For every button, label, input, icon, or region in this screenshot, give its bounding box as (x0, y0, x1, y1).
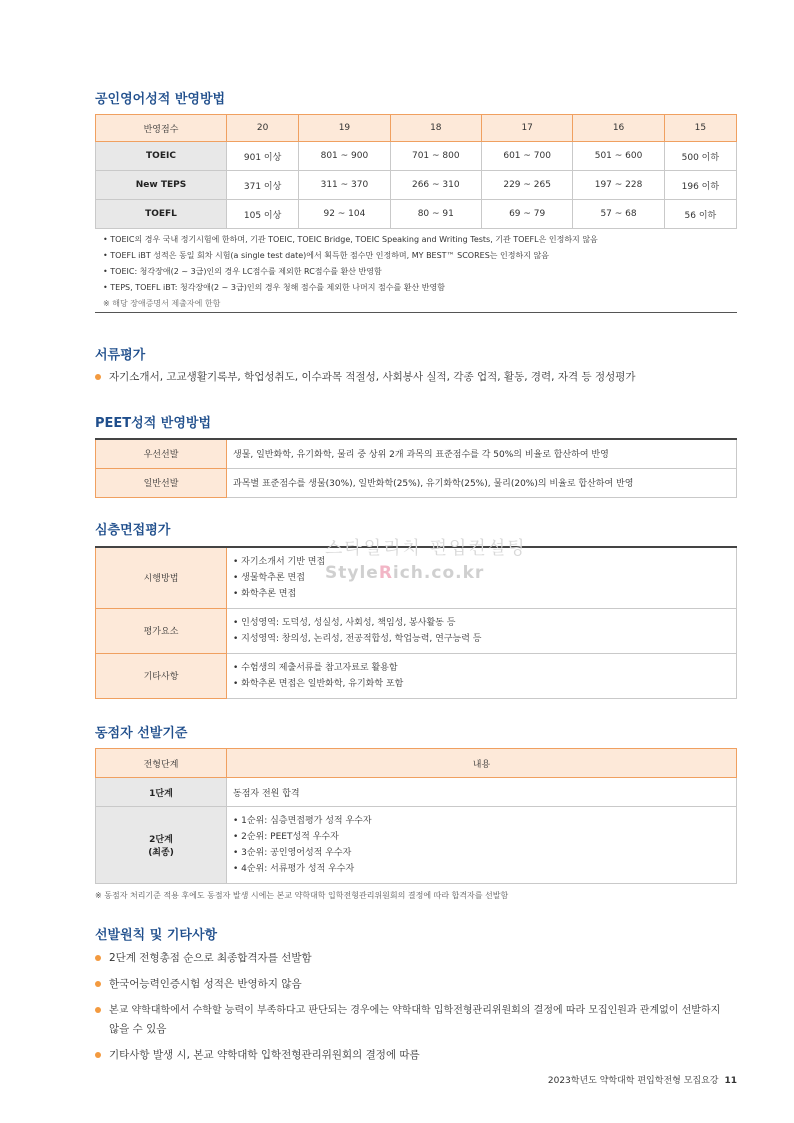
watermark-line-1: 스타일리치 편입컨설팅 (325, 538, 527, 559)
list-item: • 화학추론 면접은 일반화학, 유기화학 포함 (233, 678, 404, 689)
row-label: New TEPS (96, 171, 227, 200)
watermark-text: R (378, 563, 393, 583)
table-cell: 311 ~ 370 (299, 171, 390, 200)
table-cell: 601 ~ 700 (481, 142, 572, 171)
section-title-peet: PEET성적 반영방법 (95, 416, 212, 431)
page-footer (548, 1073, 737, 1086)
row-label: 일반선발 (96, 468, 227, 497)
table-row (96, 778, 737, 807)
note-line: • TOEIC: 청각장애(2 ~ 3급)인의 경우 LC점수를 제외한 RC점수를 환산 반영함 (103, 267, 382, 276)
table-cell: 생물, 일반화학, 유기화학, 물리 중 상위 2개 과목의 표준점수를 각 50%의 비율로 합산하여 반영 (227, 439, 737, 468)
bullet-continuation: 않을 수 있음 (109, 1023, 167, 1035)
table-cell: 229 ~ 265 (481, 171, 572, 200)
row-label: TOEFL (96, 200, 227, 229)
watermark-line-2 (325, 563, 484, 583)
table-row (96, 608, 737, 653)
bullet-item (95, 950, 312, 965)
section-title-interview: 심층면접평가 (95, 523, 171, 538)
row-label-line: (최종) (148, 848, 174, 858)
list-item: • 인성영역: 도덕성, 성실성, 사회성, 책임성, 봉사활동 등 (233, 617, 456, 628)
table-cell: 500 이하 (664, 142, 736, 171)
english-score-table (95, 114, 737, 229)
watermark-text: Style (325, 563, 379, 583)
table-cell: 92 ~ 104 (299, 200, 390, 229)
bullet-text: 2단계 전형총점 순으로 최종합격자를 선발함 (109, 952, 312, 964)
bullet-dot-icon (95, 1052, 101, 1058)
bullet-text: 한국어능력인증시험 성적은 반영하지 않음 (109, 978, 302, 990)
page-number: 11 (724, 1076, 737, 1086)
header-cell: 19 (299, 115, 390, 142)
bullet-dot-icon (95, 981, 101, 987)
row-label: 1단계 (96, 778, 227, 807)
table-cell (227, 608, 737, 653)
section-title-document-review: 서류평가 (95, 348, 146, 363)
table-cell (227, 653, 737, 698)
header-cell: 반영점수 (96, 115, 227, 142)
header-cell: 20 (227, 115, 299, 142)
list-item: • 1순위: 심층면접평가 성적 우수자 (233, 816, 372, 826)
peet-table (95, 438, 737, 498)
list-item: • 생물학추론 면접 (233, 572, 305, 583)
row-label: 시행방법 (96, 547, 227, 608)
tie-break-footnote: ※ 동점자 처리기준 적용 후에도 동점자 발생 시에는 본교 약학대학 입학전형관리위원회의 결정에 따라 합격자를 선발함 (95, 891, 509, 900)
row-label: 평가요소 (96, 608, 227, 653)
table-row (96, 653, 737, 698)
bullet-dot-icon (95, 955, 101, 961)
note-line: • TOEFL iBT 성적은 동일 회차 시험(a single test date)에서 획득한 점수만 인정하며, MY BEST™ SCORES는 인정하지 않음 (103, 251, 549, 260)
header-cell: 16 (573, 115, 664, 142)
note-line: • TEPS, TOEFL iBT: 청각장애(2 ~ 3급)인의 경우 청해 점수를 제외한 나머지 점수를 환산 반영함 (103, 283, 445, 292)
bullet-item (95, 1047, 420, 1062)
footer-title: 2023학년도 약학대학 편입학전형 모집요강 (547, 1076, 719, 1086)
table-cell: 105 이상 (227, 200, 299, 229)
bullet-item (95, 369, 636, 384)
note-line: • TOEIC의 경우 국내 정기시험에 한하며, 기관 TOEIC, TOEIC Bridge, TOEIC Speaking and Writing Tests, 기관 TOEFL은 인정하지 않음 (103, 235, 598, 244)
table-cell: 266 ~ 310 (390, 171, 481, 200)
bullet-text: 기타사항 발생 시, 본교 약학대학 입학전형관리위원회의 결정에 따름 (109, 1049, 420, 1061)
bullet-item (95, 1001, 720, 1016)
table-cell: 동점자 전원 합격 (227, 778, 737, 807)
section-title-selection-principles: 선발원칙 및 기타사항 (95, 928, 218, 943)
bullet-dot-icon (95, 374, 101, 380)
tie-break-table (95, 748, 737, 884)
bullet-dot-icon (95, 1007, 101, 1013)
table-header-row (96, 749, 737, 778)
bullet-text: 본교 약학대학에서 수학할 능력이 부족하다고 판단되는 경우에는 약학대학 입학전형관리위원회의 결정에 따라 모집인원과 관계없이 선발하지 (109, 1005, 721, 1016)
header-cell: 15 (664, 115, 736, 142)
table-cell: 69 ~ 79 (481, 200, 572, 229)
table-row (96, 142, 737, 171)
table-cell: 371 이상 (227, 171, 299, 200)
table-cell: 57 ~ 68 (573, 200, 664, 229)
table-cell: 197 ~ 228 (573, 171, 664, 200)
table-row (96, 171, 737, 200)
row-label-line: 2단계 (149, 835, 173, 845)
header-cell: 내용 (227, 749, 737, 778)
list-item: • 화학추론 면접 (233, 588, 297, 599)
list-item: • 2순위: PEET성적 우수자 (233, 832, 339, 842)
table-row (96, 200, 737, 229)
table-row (96, 468, 737, 497)
header-cell: 17 (481, 115, 572, 142)
list-item: • 지성영역: 창의성, 논리성, 전공적합성, 학업능력, 연구능력 등 (233, 633, 482, 644)
watermark-text: ich.co.kr (392, 563, 485, 583)
table-cell: 501 ~ 600 (573, 142, 664, 171)
note-line: ※ 해당 장애증명서 제출자에 한함 (103, 299, 221, 308)
list-item: • 자기소개서 기반 면접 (233, 556, 326, 567)
table-cell: 80 ~ 91 (390, 200, 481, 229)
table-cell: 801 ~ 900 (299, 142, 390, 171)
row-label: TOEIC (96, 142, 227, 171)
table-cell: 701 ~ 800 (390, 142, 481, 171)
section-title-english-score: 공인영어성적 반영방법 (95, 92, 226, 107)
table-cell: 901 이상 (227, 142, 299, 171)
section-title-tie-break: 동점자 선발기준 (95, 726, 188, 741)
header-cell: 전형단계 (96, 749, 227, 778)
table-cell: 196 이하 (664, 171, 736, 200)
row-label (96, 807, 227, 884)
english-score-notes (95, 232, 737, 313)
row-label: 기타사항 (96, 653, 227, 698)
row-label: 우선선발 (96, 439, 227, 468)
table-cell: 과목별 표준점수를 생물(30%), 일반화학(25%), 유기화학(25%), 물리(20%)의 비율로 합산하여 반영 (227, 468, 737, 497)
list-item: • 4순위: 서류평가 성적 우수자 (233, 864, 355, 874)
table-cell: 56 이하 (664, 200, 736, 229)
list-item: • 수험생의 제출서류를 참고자료로 활용함 (233, 662, 398, 673)
table-header-row (96, 115, 737, 142)
bullet-text: 자기소개서, 고교생활기록부, 학업성취도, 이수과목 적절성, 사회봉사 실적, 각종 업적, 활동, 경력, 자격 등 정성평가 (109, 371, 636, 383)
table-row (96, 439, 737, 468)
table-cell (227, 807, 737, 884)
header-cell: 18 (390, 115, 481, 142)
table-row (96, 807, 737, 884)
bullet-item (95, 976, 302, 991)
list-item: • 3순위: 공인영어성적 우수자 (233, 848, 352, 858)
